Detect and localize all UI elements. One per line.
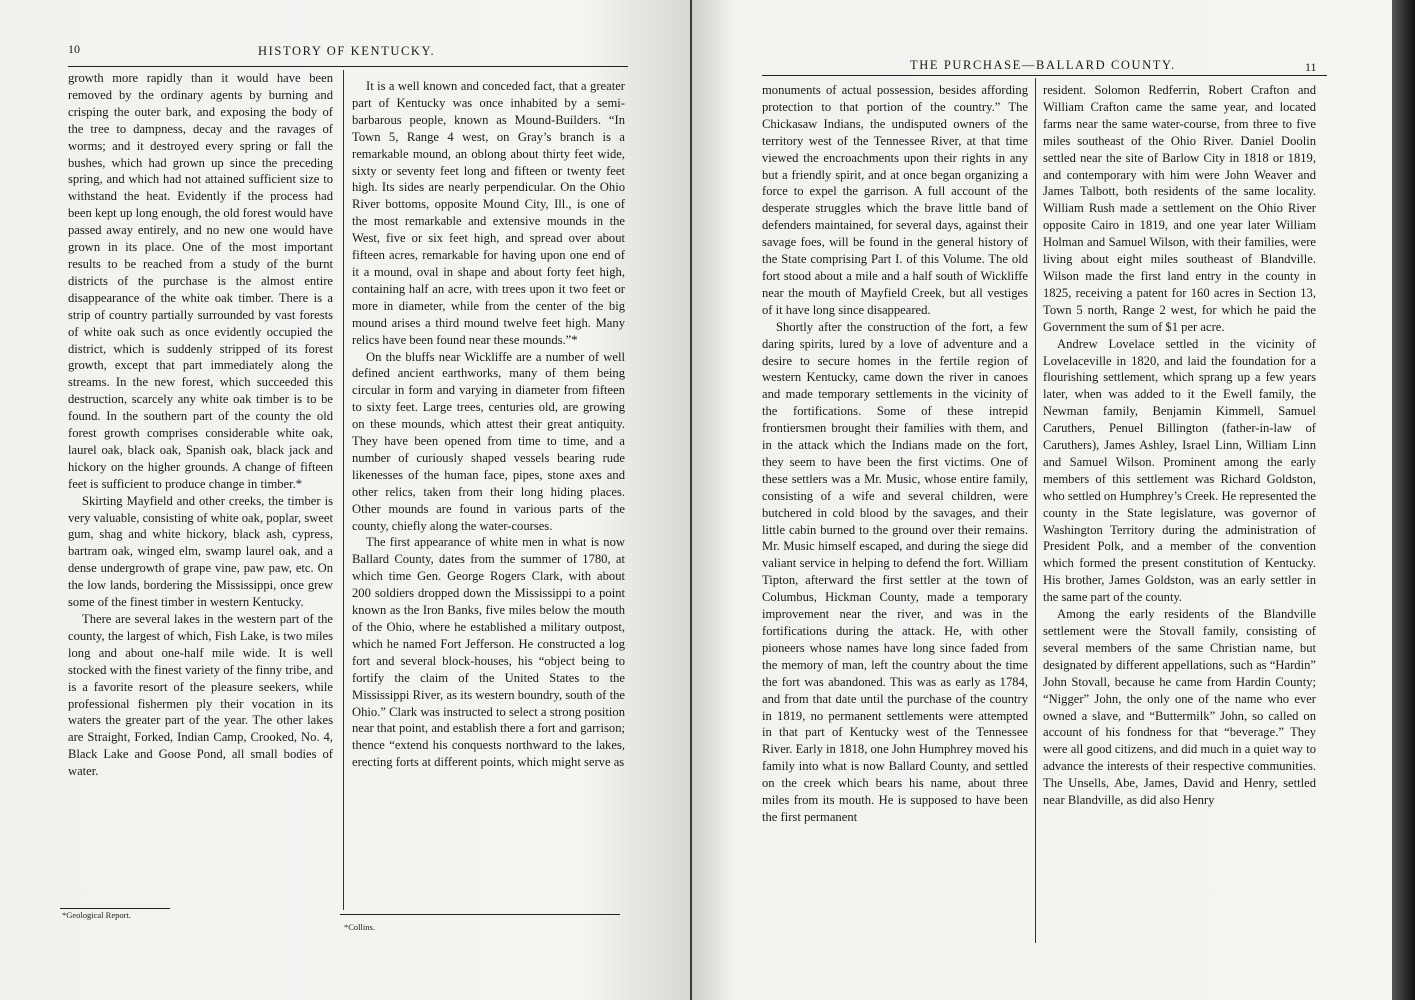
right-page xyxy=(692,0,1392,1000)
left-page-number: 10 xyxy=(68,42,80,56)
left-page xyxy=(0,0,690,1000)
left-col1-footnote: *Geological Report. xyxy=(62,910,131,920)
paragraph: It is a well known and conceded fact, that a greater part of Kentucky was once inhabited by a semi-barbarous people, known as Mound-Builders. “In Town 5, Range 4 west, on Gray’s branch is a remarkable mound, an oblong about thirty feet wide, sixty or seventy feet long and fifteen or twenty feet high. Its sides are nearly perpendicular. On the Ohio River bottoms, opposite Mound City, Ill., is one of the most remarkable and extensive mounds in the West, five or six feet high, and spread over about fifteen acres, remarkable for having upon one end of it a mound, oval in shape and about forty feet high, containing half an acre, with trees upon it two feet or more in diameter, while from the center of the big mound arises a third mound twelve feet high. Many relics have been found near these mounds.”* xyxy=(352,79,625,347)
right-header-rule xyxy=(762,75,1327,76)
left-running-head: HISTORY OF KENTUCKY. xyxy=(258,44,436,58)
paragraph: Shortly after the construction of the fort, a few daring spirits, lured by a love of adventure and a desire to secure homes in the fertile region of western Kentucky, came down the river in canoes and made temporary settlements in the vicinity of the fortifications. Some of these intrepid frontiersmen brought their families with them, and in the attack which the Indians made on the fort, they seem to have been the first victims. One of these settlers was a Mr. Music, whose entire family, consisting of a wife and several children, were butchered in cold blood by the savages, and their little cabin burned to the ground over their remains. Mr. Music himself escaped, and during the siege did valiant service in helping to defend the fort. William Tipton, afterward the first settler at the town of Columbus, Hickman County, made a temporary improvement near the river, and was in the fortifications during the attack. He, with other pioneers whose names have long since faded from the memory of man, left the country about the time the fort was abandoned. This was as early as 1784, and from that date until the purchase of the country in 1819, no permanent settlements were attempted in that part of Kentucky west of the Tennessee River. Early in 1818, one John Humphrey moved his family into what is now Ballard County, and settled on the creek which bears his name, about three miles from its mouth. He is supposed to have been the first permanent xyxy=(762,319,1028,824)
paragraph: The first appearance of white men in what is now Ballard County, dates from the summer of 1780, at which time Gen. George Rogers Clark, with about 200 soldiers dropped down the Mississippi to a point known as the Iron Banks, five miles below the mouth of the Ohio, where he established a military outpost, which he named Fort Jefferson. He constructed a log fort and several block-houses, his “object being to fortify the claim of the United States to the Mississippi River, as its western boundry, south of the Ohio.” Clark was instructed to select a strong position near that point, and establish there a fort and garrison; thence “extend his conquests northward to the lakes, erecting forts at different points, which might serve as xyxy=(352,535,625,770)
left-column-divider xyxy=(343,70,344,910)
paragraph: growth more rapidly than it would have been removed by the ordinary agents by burning and crisping the outer bark, and exposing the body of the tree to dampness, decay and the ravages of worms; and it destroyed every spring or fall the bushes, which had grown up since the preceding spring, and which had not attained sufficient size to withstand the heat. Evidently if the process had been kept up long enough, the old forest would have passed away entirely, and no new one would have grown in its place. One of the most important results to be reached from a study of the burnt districts of the purchase is the almost entire disappearance of the white oak timber. There is a strip of country partially surrounded by vast forests of white oak such as once evidently occupied the district, which is suddenly stripped of its forest growth, except that part immediately along the streams. In the new forest, which succeeded this destruction, scarcely any white oak timber is to be found. In the southern part of the county the old forest growth comprises considerable white oak, laurel oak, black oak, Spanish oak, black jack and hickory on the higher grounds. A change of fifteen feet is sufficient to produce change in timber.* xyxy=(68,71,333,491)
paragraph: On the bluffs near Wickliffe are a number of well defined ancient earthworks, many of them being circular in form and varying in diameter from fifteen to sixty feet. Large trees, centuries old, are growing on these mounds, which attest their great antiquity. They have been opened from time to time, and a number of curiously shaped vessels bearing rude likenesses of the human face, pipes, stone axes and other relics, taken from their long hiding places. Other mounds are found in various parts of the county, chiefly along the water-courses. xyxy=(352,349,625,533)
right-page-number: 11 xyxy=(1305,60,1317,74)
right-running-head: THE PURCHASE—BALLARD COUNTY. xyxy=(910,58,1176,72)
right-column-1 xyxy=(762,82,1028,826)
left-column-1 xyxy=(68,70,333,780)
paragraph: There are several lakes in the western part of the county, the largest of which, Fish Lake, is two miles long and about one-half mile wide. It is well stocked with the finest variety of the finny tribe, and is a favorite resort of the pleasure seekers, while professional fishermen ply their vocation in its waters the greater part of the year. The other lakes are Straight, Forked, Indian Camp, Crooked, No. 4, Black Lake and Goose Pond, all small bodies of water. xyxy=(68,612,333,779)
left-col1-footnote-rule xyxy=(60,908,170,909)
left-col2-footnote-rule xyxy=(340,914,620,915)
right-column-2 xyxy=(1043,82,1316,809)
paragraph: Among the early residents of the Blandville settlement were the Stovall family, consisting of several members of the same Christian name, but designated by different appellations, such as “Hardin” John Stovall, because he came from Hardin County; “Nigger” John, the only one of the name who ever owned a slave, and “Buttermilk” John, so called on account of his fondness for that “beverage.” They were all good citizens, and did much in a quiet way to advance the interests of their respective communities. The Unsells, Abe, James, David and Henry, settled near Blandville, as did also Henry xyxy=(1043,607,1316,808)
paragraph: monuments of actual possession, besides affording protection to that portion of the country.” The Chickasaw Indians, the undisputed owners of the territory west of the Tennessee River, at that time viewed the encroachments upon their rights in any but a friendly spirit, and at once began organizing a force to expel the garrison. A full account of the desperate struggles which the brave little band of defenders maintained, for several days, against their savage foes, will be found in the general history of the State comprising Part I. of this Volume. The old fort stood about a mile and a half south of Wickliffe near the mouth of Mayfield Creek, but all vestiges of it have long since disappeared. xyxy=(762,83,1028,317)
right-column-divider xyxy=(1035,78,1036,943)
book-edge xyxy=(1392,0,1415,1000)
paragraph: resident. Solomon Redferrin, Robert Crafton and William Crafton came the same year, and located farms near the same water-course, from three to five miles southeast of the Ohio River. Daniel Doolin settled near the site of Barlow City in 1818 or 1819, and contemporary with him were John Weaver and James Talbott, both residents of the same locality. William Rush made a settlement on the Ohio River opposite Cairo in 1819, and one year later William Holman and Samuel Wilson, with their families, were living about eight miles southeast of Blandville. Wilson made the first land entry in the county in 1825, receiving a patent for 160 acres in Section 13, Town 5 north, Range 2 west, for which he paid the Government the sum of $1 per acre. xyxy=(1043,83,1316,334)
left-column-2 xyxy=(352,78,625,771)
paragraph: Andrew Lovelace settled in the vicinity of Lovelaceville in 1820, and laid the foundation for a flourishing settlement, which sprang up a few years later, when was added to it the Ewell family, the Newman family, Benjamin Kimmell, Samuel Caruthers, Penuel Billington (father-in-law of Caruthers), James Ashley, Israel Linn, William Linn and Samuel Wilson. Prominent among the early members of this settlement was Richard Goldston, who settled on Humphrey’s Creek. He represented the county in the State legislature, was governor of Washington Territory during the administration of President Polk, and a member of the convention which formed the present constitution of Kentucky. His brother, James Goldston, was an early settler in the same part of the county. xyxy=(1043,336,1316,605)
left-header-rule xyxy=(68,66,628,67)
left-col2-footnote: *Collins. xyxy=(344,922,375,932)
paragraph: Skirting Mayfield and other creeks, the timber is very valuable, consisting of white oak, poplar, sweet gum, shag and white hickory, black ash, cypress, bartram oak, winged elm, swamp laurel oak, and a dense undergrowth of grape vine, paw paw, etc. On the low lands, bordering the Mississippi, once grew some of the finest timber in western Kentucky. xyxy=(68,493,333,610)
